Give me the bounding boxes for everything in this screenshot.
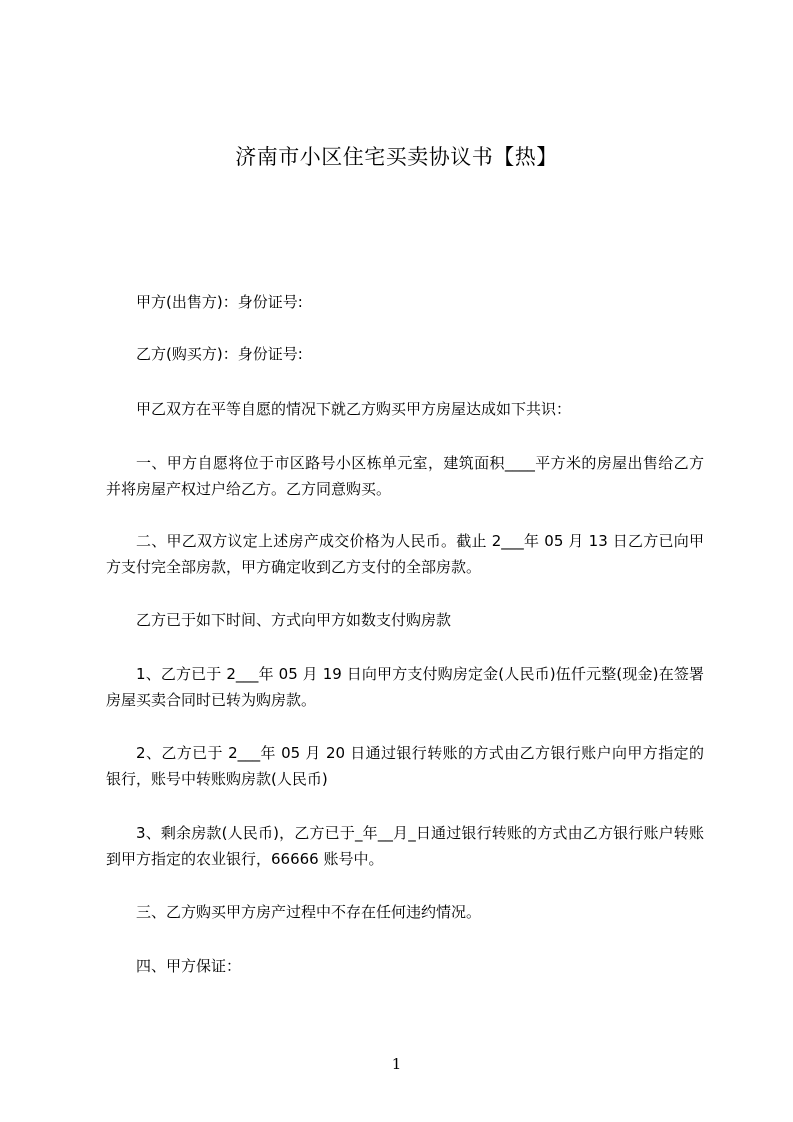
- paragraph-payment-1: 1、乙方已于 2___年 05 月 19 日向甲方支付购房定金(人民币)伍仟元整(现金)在签署房屋买卖合同时已转为购房款。: [106, 665, 704, 709]
- paragraph-clause-4: 四、甲方保证：: [136, 957, 242, 975]
- paragraph-clause-3: 三、乙方购买甲方房产过程中不存在任何违约情况。: [136, 903, 482, 921]
- page-number: 1: [391, 1055, 402, 1073]
- paragraph-buyer: 乙方(购买方)：身份证号:: [136, 345, 303, 363]
- paragraph-clause-2: 二、甲乙双方议定上述房产成交价格为人民币。截止 2___年 05 月 13 日乙方已向甲方支付完全部房款，甲方确定收到乙方支付的全部房款。: [106, 532, 704, 576]
- paragraph-payment-3: 3、剩余房款(人民币)，乙方已于_年__月_日通过银行转账的方式由乙方银行账户转账到甲方指定的农业银行，66666 账号中。: [106, 824, 704, 868]
- paragraph-seller: 甲方(出售方)：身份证号:: [136, 293, 303, 311]
- paragraph-consensus: 甲乙双方在平等自愿的情况下就乙方购买甲方房屋达成如下共识：: [136, 400, 572, 418]
- paragraph-clause-1: 一、甲方自愿将位于市区路号小区栋单元室，建筑面积____平方米的房屋出售给乙方并将房屋产权过户给乙方。乙方同意购买。: [106, 454, 704, 498]
- paragraph-payment-intro: 乙方已于如下时间、方式向甲方如数支付购房款: [136, 611, 452, 629]
- document-title: 济南市小区住宅买卖协议书【热】: [235, 145, 558, 169]
- paragraph-payment-2: 2、乙方已于 2___年 05 月 20 日通过银行转账的方式由乙方银行账户向甲方指定的银行，账号中转账购房款(人民币): [106, 744, 704, 788]
